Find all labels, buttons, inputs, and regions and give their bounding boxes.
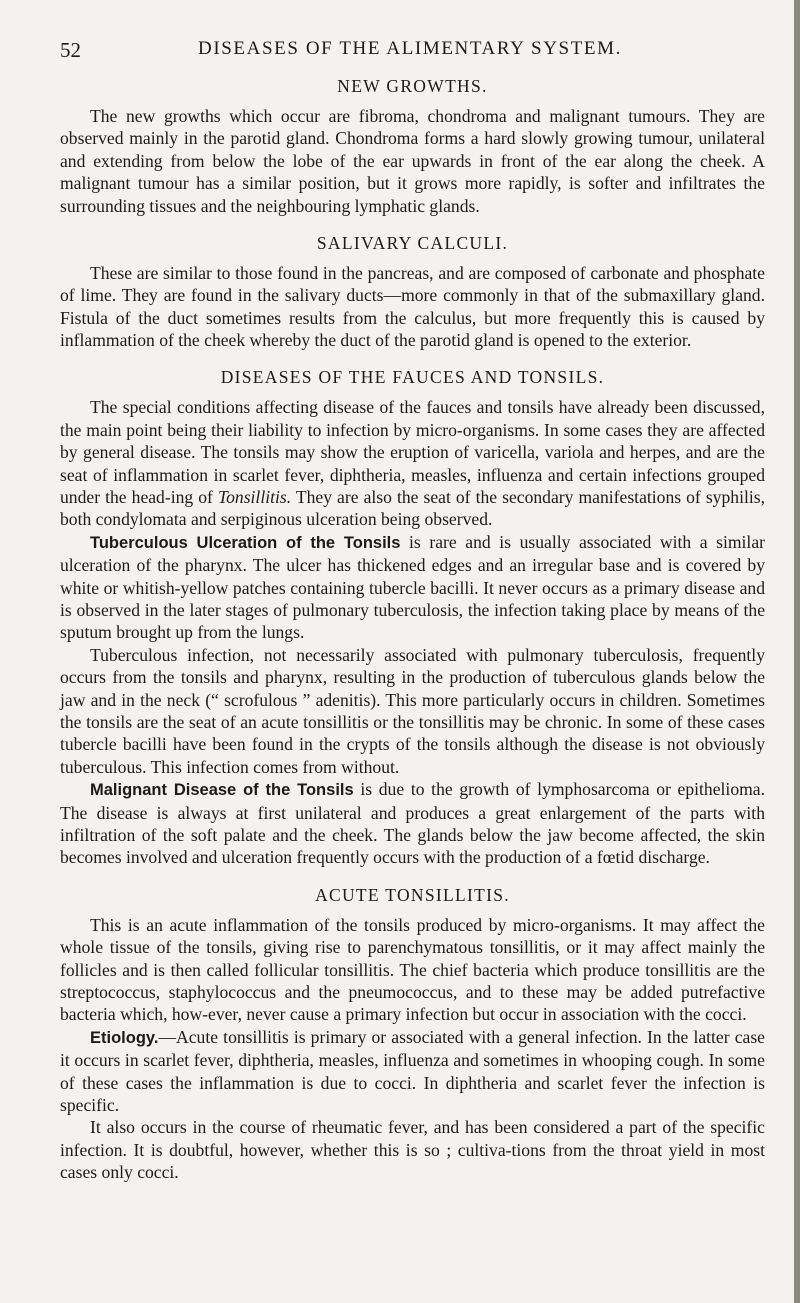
lead-etiology: Etiology. xyxy=(90,1028,159,1047)
page-body xyxy=(60,76,765,1184)
paragraph-malignant-disease xyxy=(60,778,765,869)
page-number: 52 xyxy=(60,38,81,62)
etiology-text: —Acute tonsillitis is primary or associated with a general infection. In the latter case it occurs in scarlet fever, diphtheria, measles, influenza and sometimes in whooping cough. In some of these cases the inflammation is due to cocci. In diphtheria and scarlet fever the infection is specific. xyxy=(60,1026,765,1115)
lead-malignant-disease: Malignant Disease of the Tonsils xyxy=(90,781,354,800)
paragraph-tuberculous-infection: Tuberculous infection, not necessarily associated with pulmonary tuberculosis, frequently occurs from the tonsils and pharynx, resulting in the production of tuberculous glands below the jaw and in the neck (“ scrofulous ” adenitis). This more particularly occurs in children. Sometimes the tonsils are the seat of an acute tonsillitis or the tonsillitis may be chronic. In some of these cases tubercle bacilli have been found in the crypts of the tonsils although the disease is not obviously tuberculous. This infection comes from without. xyxy=(60,644,765,777)
heading-acute-tonsillitis: ACUTE TONSILLITIS. xyxy=(315,884,510,905)
paragraph-salivary-calculi: These are similar to those found in the pancreas, and are composed of carbonate and phosphate of lime. They are found in the salivary ducts—more commonly in that of the submaxillary gland. Fistula of the duct sometimes results from the calculus, but more frequently this is caused by inflammation of the cheek whereby the duct of the parotid gland is opened to the exterior. xyxy=(60,262,765,350)
heading-new-growths: NEW GROWTHS. xyxy=(337,76,488,96)
heading-fauces-tonsils: DISEASES OF THE FAUCES AND TONSILS. xyxy=(220,367,605,388)
running-title: DISEASES OF THE ALIMENTARY SYSTEM. xyxy=(198,38,622,59)
paragraph-fauces-intro xyxy=(60,396,765,530)
paragraph-new-growths: The new growths which occur are fibroma, chondroma and malignant tumours. They are observed mainly in the parotid gland. Chondroma forms a hard slowly growing tumour, unilateral and extending from below the lobe of the ear upwards in front of the ear along the cheek. A malignant tumour has a similar position, but it grows more rapidly, is softer and infiltrates the surrounding tissues and the neighbouring lymphatic glands. xyxy=(60,105,765,216)
running-head xyxy=(60,38,760,62)
fauces-intro-text-end: They are also the seat of the secondary manifestations of syphilis, both condylomata and serpiginous ulceration being observed. xyxy=(60,486,765,530)
page-edge-shadow xyxy=(794,0,800,1303)
paragraph-acute-tonsillitis: This is an acute inflammation of the tonsils produced by micro-organisms. It may affect the whole tissue of the tonsils, giving rise to parenchymatous tonsillitis, or it may affect mainly the follicles and is then called follicular tonsillitis. The chief bacteria which produce tonsillitis are the streptococcus, staphylococcus and the pneumococcus, and to these may be added putrefactive bacteria which, how-ever, never cause a primary infection but occur in association with the cocci. xyxy=(60,914,765,1025)
fauces-intro-text: The special conditions affecting disease of the fauces and tonsils have already been discussed, the main point being their liability to infection by micro-organisms. In some cases they are affected by general disease. The tonsils may show the eruption of varicella, variola and herpes, and are the seat of inflammation in scarlet fever, diphtheria, measles, influenza and certain infections grouped under the head-ing of xyxy=(60,397,765,507)
lead-tuberculous-ulceration: Tuberculous Ulceration of the Tonsils xyxy=(90,533,401,552)
paragraph-tuberculous-ulceration xyxy=(60,531,765,644)
heading-salivary-calculi: SALIVARY CALCULI. xyxy=(316,232,509,253)
paragraph-rheumatic: It also occurs in the course of rheumatic fever, and has been considered a part of the specific infection. It is doubtful, however, whether this is so ; cultiva-tions from the throat yield in most cases only cocci. xyxy=(60,1117,765,1183)
paragraph-etiology xyxy=(60,1026,765,1117)
tonsillitis-term: Tonsillitis. xyxy=(217,486,292,507)
tuberculous-ulceration-text: is rare and is usually associated with a similar ulceration of the pharynx. The ulcer has thickened edges and an irregular base and is covered by white or whitish-yellow patches containing tubercle bacilli. It never occurs as a primary disease and is observed in the later stages of pulmonary tuberculosis, the infection taking place by means of the sputum brought up from the lungs. xyxy=(60,531,765,643)
malignant-disease-text: is due to the growth of lymphosarcoma or epithelioma. The disease is always at first unilateral and produces a great enlargement of the parts with infiltration of the soft palate and the cheek. The glands below the jaw become affected, the skin becomes involved and ulceration frequently occurs with the production of a fœtid discharge. xyxy=(60,779,766,868)
